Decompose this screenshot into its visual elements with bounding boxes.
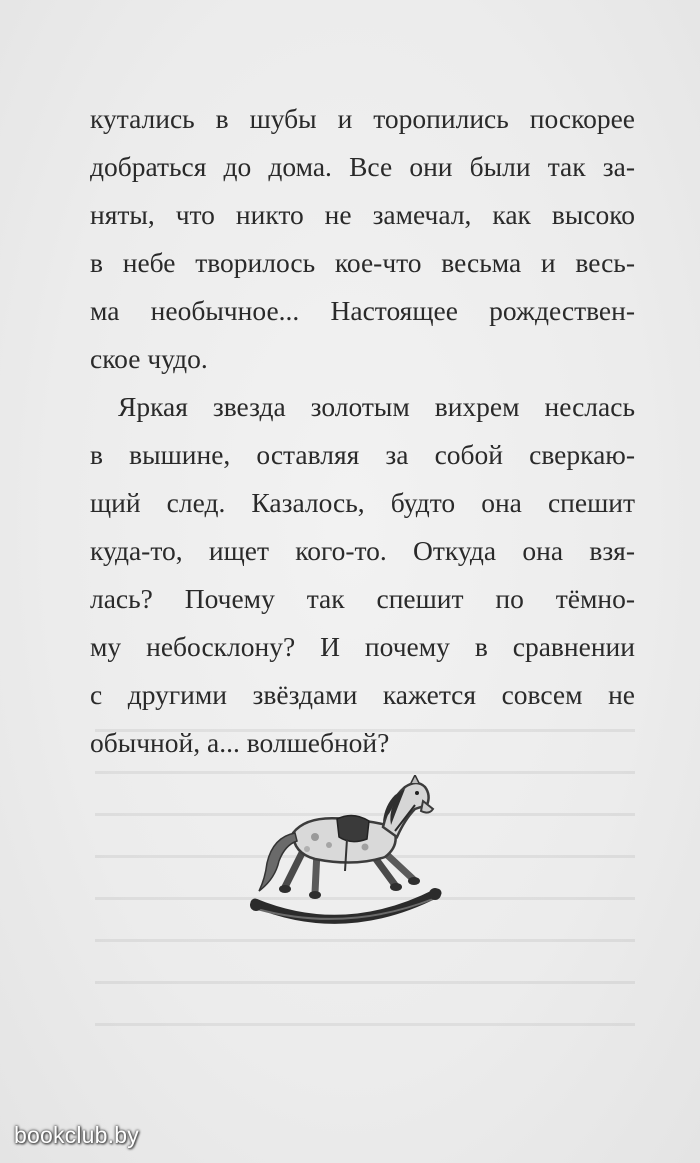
text-line: щий след. Казалось, будто она спешит [90,487,635,518]
text-line: ма необычное... Настоящее рождествен- [90,295,635,326]
text-line: Яркая звезда золотым вихрем неслась [118,391,635,422]
text-line: с другими звёздами кажется совсем не [90,679,635,710]
text-line: в вышине, оставляя за собой сверкаю- [90,439,635,470]
text-line: в небе творилось кое-что весьма и весь- [90,247,635,278]
body-text [90,95,635,767]
site-watermark: bookclub.by [14,1122,139,1148]
text-line: ское чудо. [90,343,208,374]
text-line: кутались в шубы и торопились поскорее [90,103,635,134]
paragraph-2 [90,383,635,767]
rocking-horse-icon [245,775,450,940]
paragraph-1 [90,95,635,383]
text-line: добраться до дома. Все они были так за- [90,151,635,182]
text-line: обычной, а... волшебной? [90,727,390,758]
text-line: му небосклону? И почему в сравнении [90,631,635,662]
text-line: лась? Почему так спешит по тёмно- [90,583,635,614]
text-line: няты, что никто не замечал, как высоко [90,199,635,230]
text-line: куда-то, ищет кого-то. Откуда она взя- [90,535,635,566]
